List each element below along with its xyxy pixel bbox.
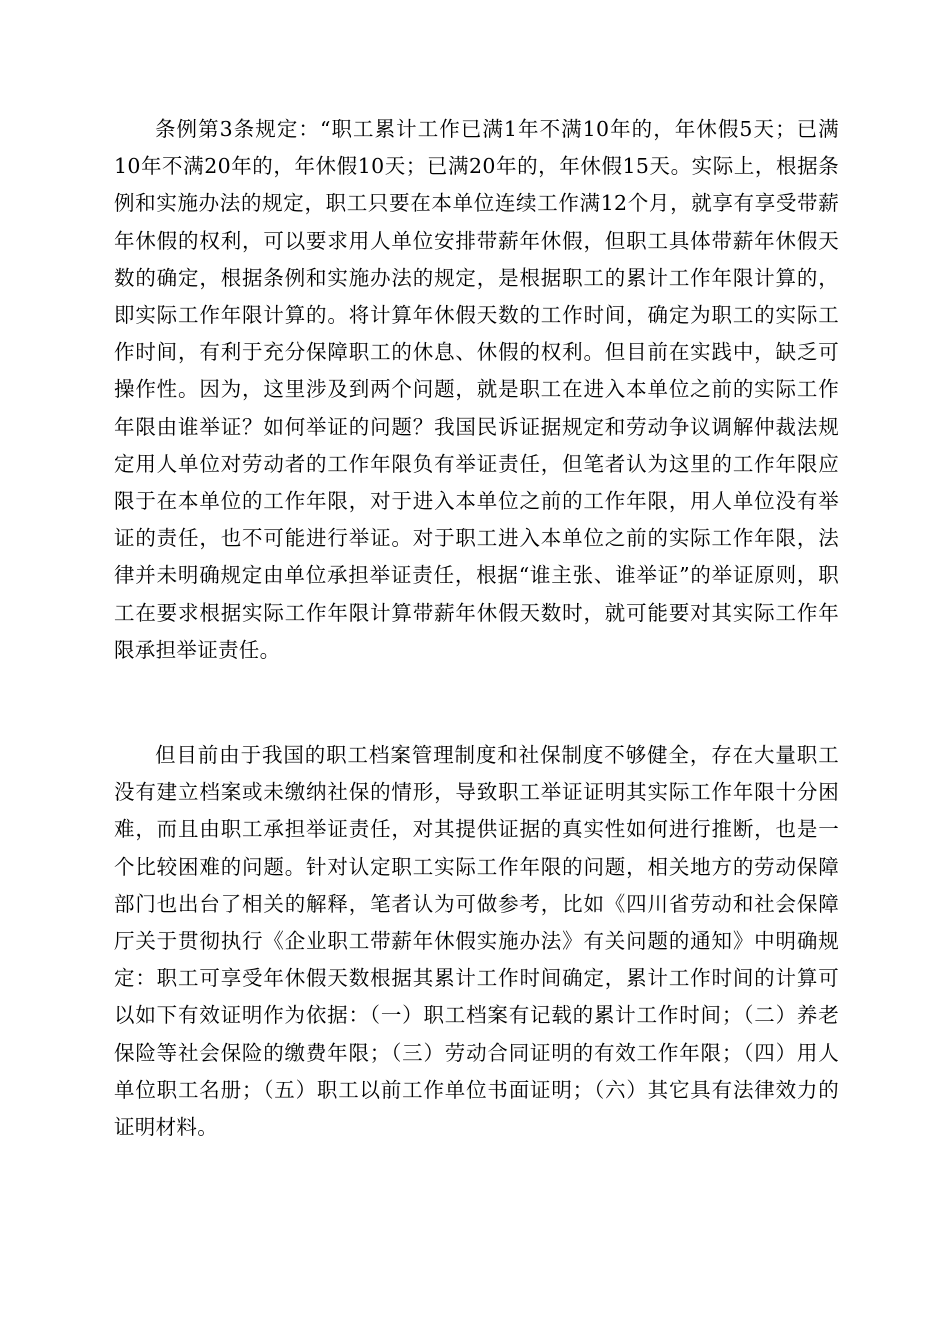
paragraph-annual-leave-rules: 条例第3条规定：“职工累计工作已满1年不满10年的，年休假5天；已满10年不满20年的，年休假10天；已满20年的，年休假15天。实际上，根据条例和实施办法的规定，职工只要在本单位连续工作满12个月，就享有享受带薪年休假的权利，可以要求用人单位安排带薪年休假，但职工具体带薪年休假天数的确定，根据条例和实施办法的规定，是根据职工的累计工作年限计算的，即实际工作年限计算的。将计算年休假天数的工作时间，确定为职工的实际工作时间，有利于充分保障职工的休息、休假的权利。但目前在实践中，缺乏可操作性。因为，这里涉及到两个问题，就是职工在进入本单位之前的实际工作年限由谁举证？如何举证的问题？我国民诉证据规定和劳动争议调解仲裁法规定用人单位对劳动者的工作年限负有举证责任，但笔者认为这里的工作年限应限于在本单位的工作年限，对于进入本单位之前的工作年限，用人单位没有举证的责任，也不可能进行举证。对于职工进入本单位之前的实际工作年限，法律并未明确规定由单位承担举证责任，根据“谁主张、谁举证”的举证原则，职工在要求根据实际工作年限计算带薪年休假天数时，就可能要对其实际工作年限承担举证责任。 [114, 117, 839, 662]
paragraph-proof-of-work-years: 但目前由于我国的职工档案管理制度和社保制度不够健全，存在大量职工没有建立档案或未缴纳社保的情形，导致职工举证证明其实际工作年限十分困难，而且由职工承担举证责任，对其提供证据的真实性如何进行推断，也是一个比较困难的问题。针对认定职工实际工作年限的问题，相关地方的劳动保障部门也出台了相关的解释，笔者认为可做参考，比如《四川省劳动和社会保障厅关于贯彻执行《企业职工带薪年休假实施办法》有关问题的通知》中明确规定：职工可享受年休假天数根据其累计工作时间确定，累计工作时间的计算可以如下有效证明作为依据：（一）职工档案有记载的累计工作时间；（二）养老保险等社会保险的缴费年限；（三）劳动合同证明的有效工作年限；（四）用人单位职工名册；（五）职工以前工作单位书面证明；（六）其它具有法律效力的证明材料。 [114, 743, 839, 1140]
